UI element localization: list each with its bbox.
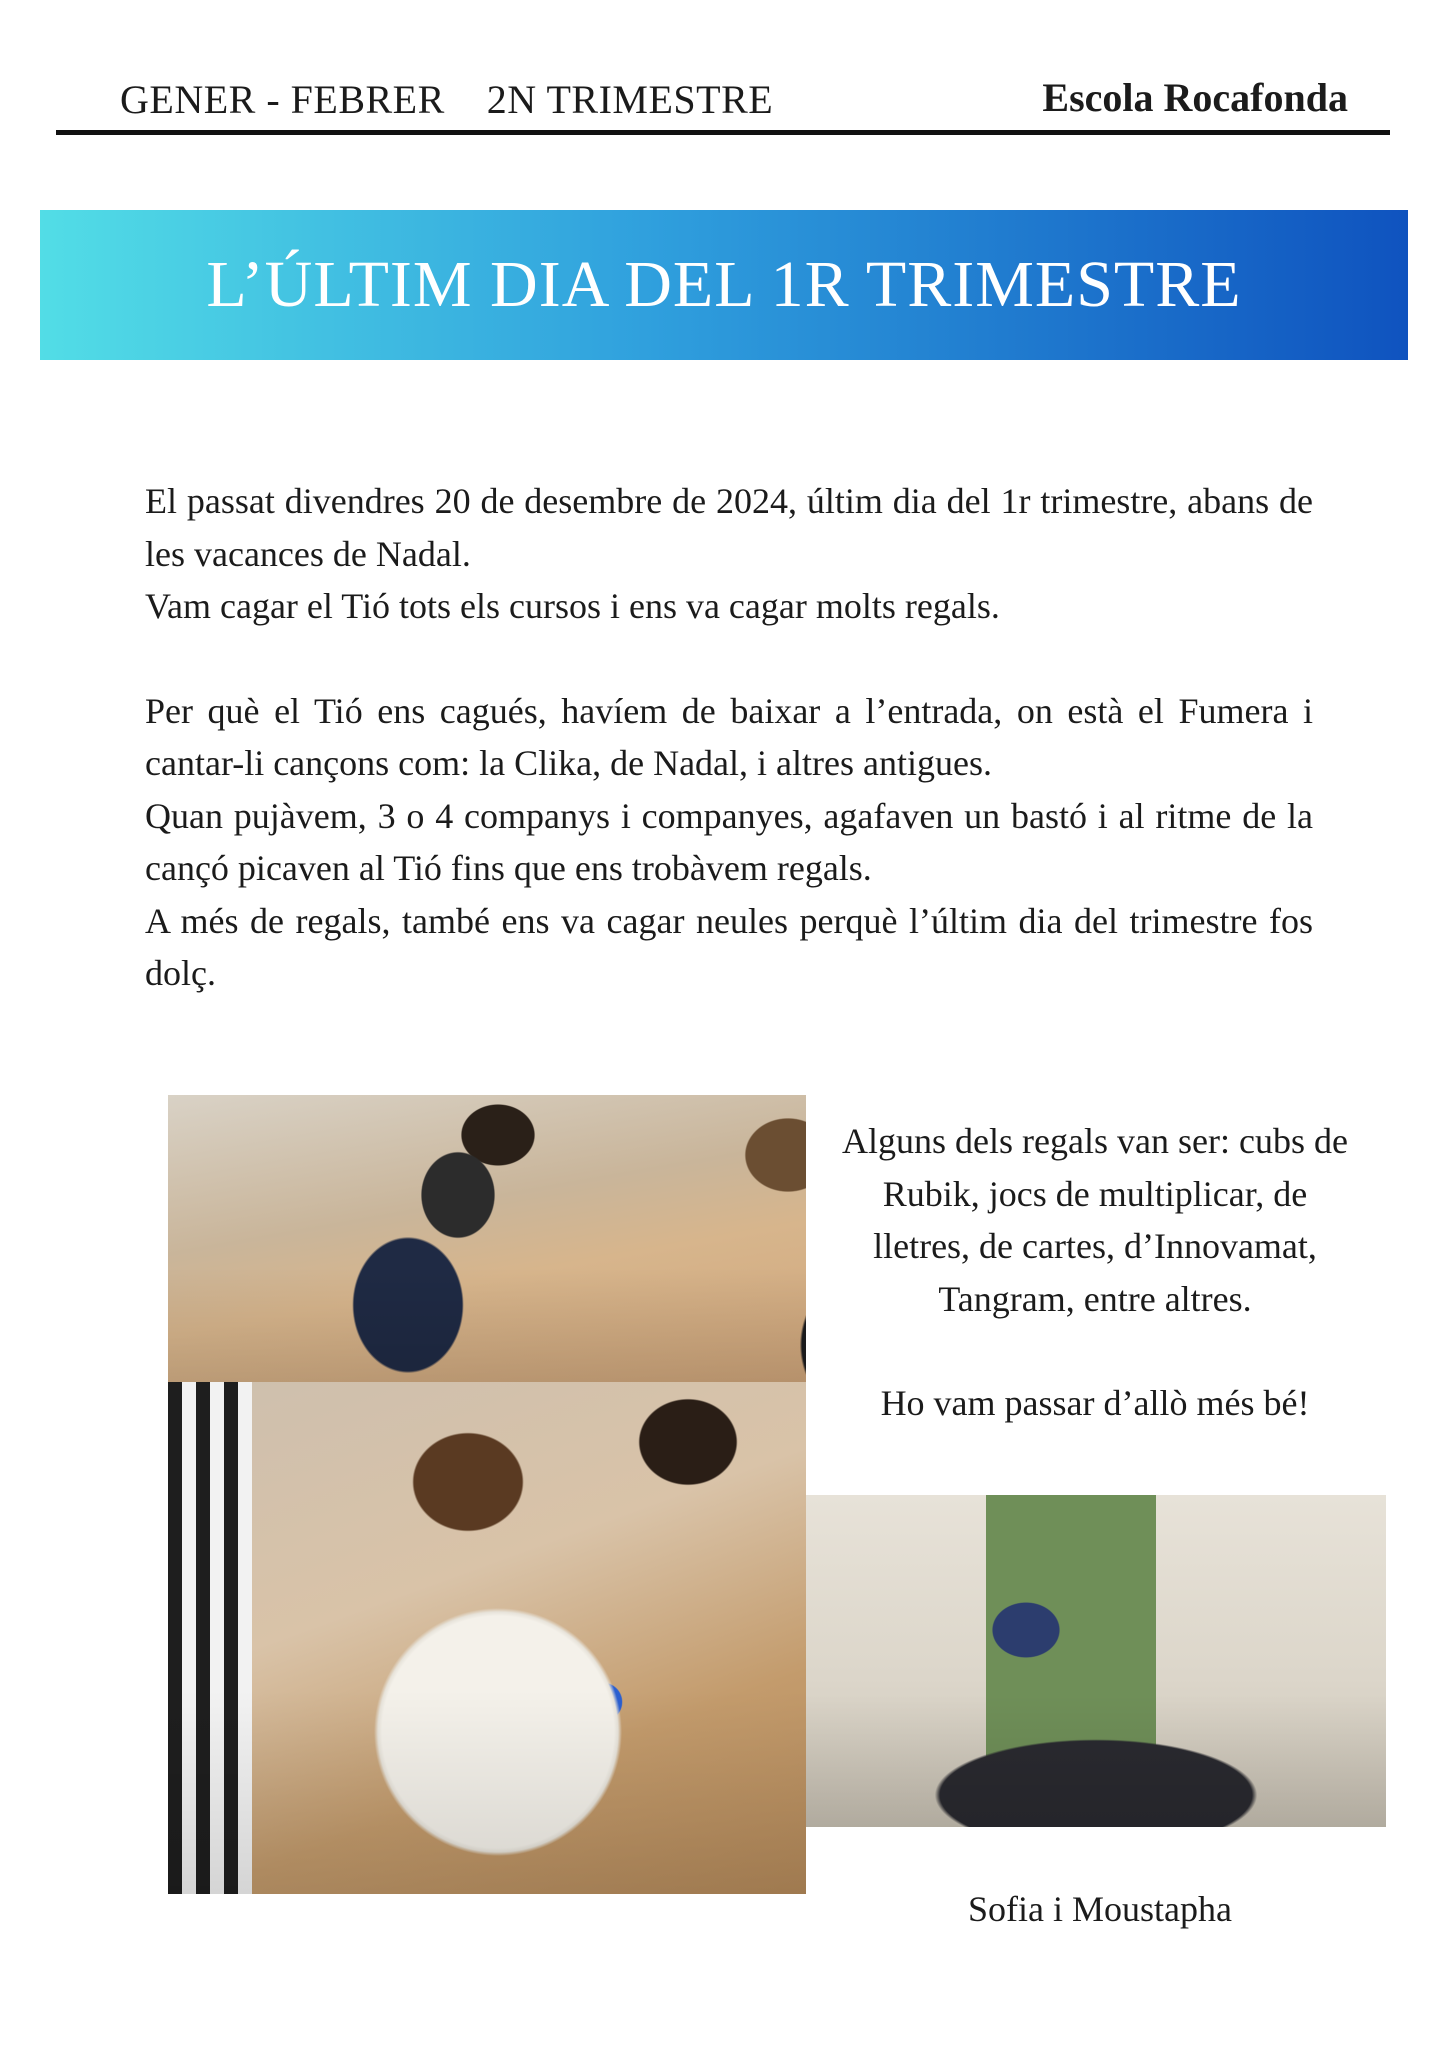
gifts-caption [830,1115,1360,1430]
article-body [145,475,1313,1000]
article-paragraph-date: El passat divendres 20 de desembre de 2024, últim dia del 1r trimestre, abans de les vacances de Nadal. [145,481,1313,574]
article-paragraph-stick: Quan pujàvem, 3 o 4 companys i companyes, agafaven un bastó i al ritme de la cançó picaven al Tió fins que ens trobàvem regals. [145,795,1313,888]
title-banner [40,210,1408,360]
photo-rubik-cubes [168,1095,806,1382]
photo-tio-hall [806,1495,1386,1827]
article-paragraph-tio: Vam cagar el Tió tots els cursos i ens va cagar molts regals. [145,586,1000,626]
page-title: L’ÚLTIM DIA DEL 1R TRIMESTRE [206,248,1242,321]
paragraph-gap [830,1325,1360,1377]
article-paragraph-neules: A més de regals, també ens va cagar neules perquè l’últim dia del trimestre fos dolç. [145,900,1313,993]
header-divider [56,130,1390,135]
article-authors: Sofia i Moustapha [968,1889,1232,1929]
gifts-list-text: Alguns dels regals van ser: cubs de Rubik, jocs de multiplicar, de lletres, de cartes, d’Innovamat, Tangram, entre altres. [842,1121,1348,1319]
header-period: GENER - FEBRER 2N TRIMESTRE [120,77,774,122]
school-name: Escola Rocafonda [1042,75,1348,120]
article-paragraph-songs: Per què el Tió ens cagués, havíem de baixar a l’entrada, on està el Fumera i cantar-li cançons com: la Clika, de Nadal, i altres antigues. [145,690,1313,783]
photo-board-game [168,1382,806,1894]
closing-text: Ho vam passar d’allò més bé! [880,1383,1310,1423]
paragraph-gap [145,633,1313,685]
